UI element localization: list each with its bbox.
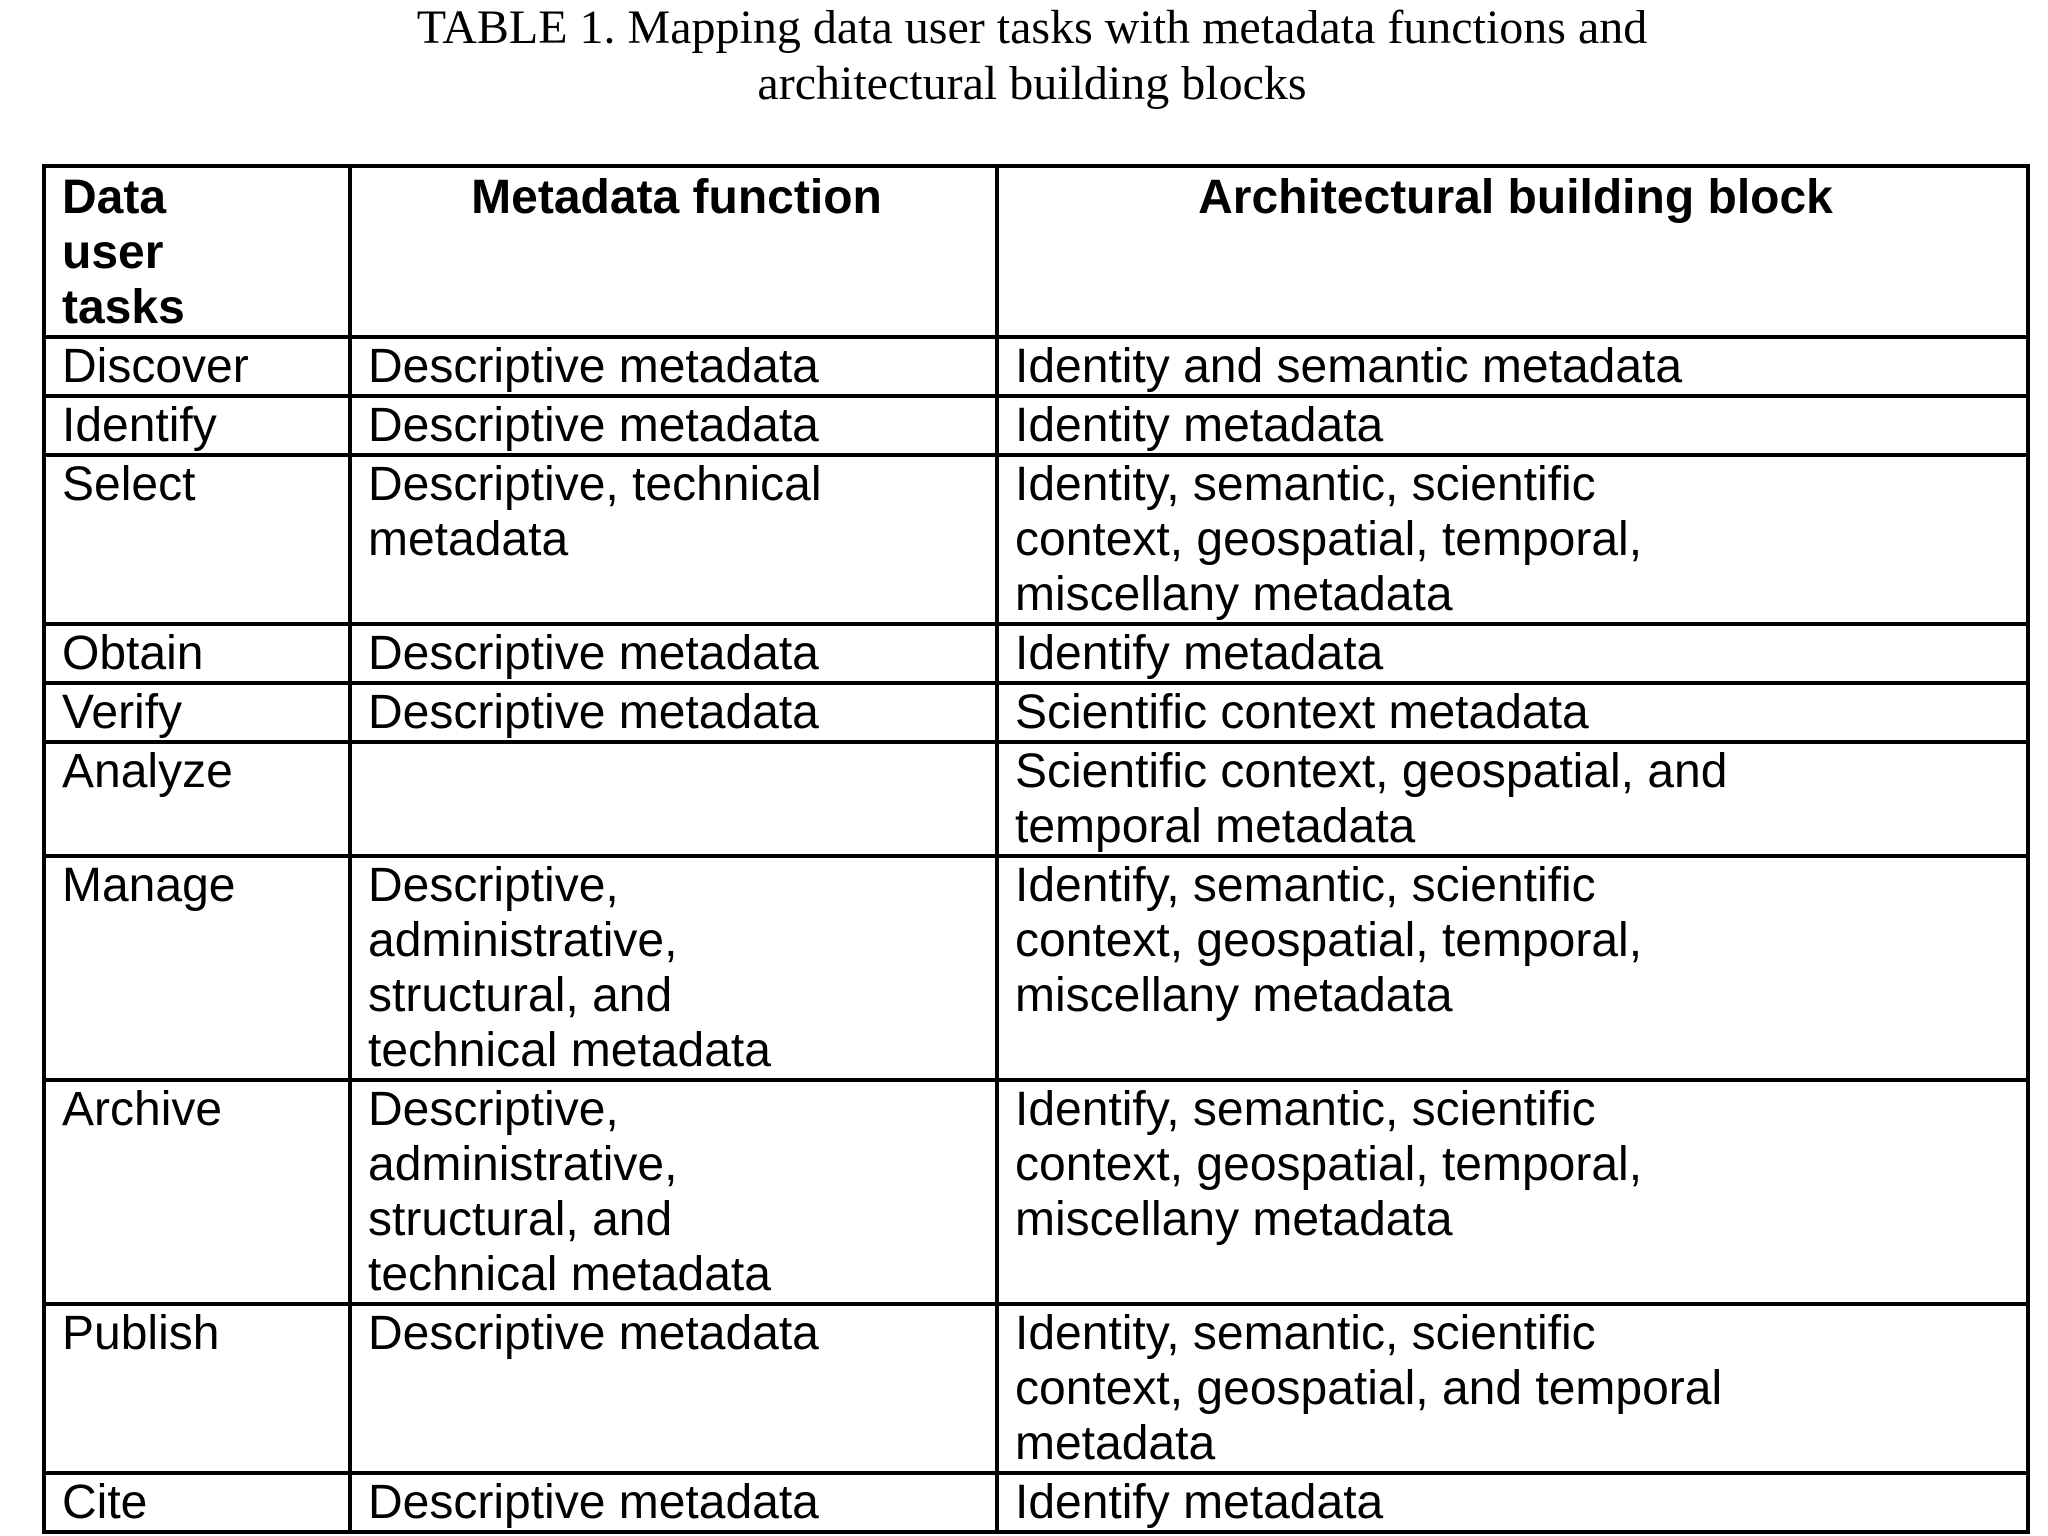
cell-task: Manage [44, 856, 350, 1080]
cell-task: Discover [44, 337, 350, 396]
cell-metadata-function: Descriptive, technical metadata [350, 455, 997, 624]
cell-metadata-function: Descriptive metadata [350, 1304, 997, 1473]
cell-building-block: Identify metadata [997, 624, 2028, 683]
table-header-row [44, 166, 2028, 337]
cell-metadata-function: Descriptive metadata [350, 624, 997, 683]
cell-building-block: Scientific context, geospatial, and temporal metadata [997, 742, 2028, 856]
cell-task: Analyze [44, 742, 350, 856]
cell-task: Cite [44, 1473, 350, 1532]
cell-building-block: Identity, semantic, scientific context, geospatial, temporal, miscellany metadata [997, 455, 2028, 624]
header-metadata-function: Metadata function [350, 166, 997, 337]
table-row [44, 1080, 2028, 1304]
caption-line-2: architectural building blocks [757, 57, 1307, 110]
cell-task: Obtain [44, 624, 350, 683]
table-row [44, 455, 2028, 624]
cell-metadata-function: Descriptive metadata [350, 683, 997, 742]
table-row [44, 624, 2028, 683]
cell-metadata-function: Descriptive metadata [350, 1473, 997, 1532]
table-row [44, 683, 2028, 742]
cell-metadata-function: Descriptive, administrative, structural, and technical metadata [350, 1080, 997, 1304]
table-row [44, 856, 2028, 1080]
header-architectural-building-block: Architectural building block [997, 166, 2028, 337]
table-row [44, 1304, 2028, 1473]
table-row [44, 337, 2028, 396]
cell-task: Archive [44, 1080, 350, 1304]
cell-task: Select [44, 455, 350, 624]
table-row [44, 1473, 2028, 1532]
cell-metadata-function: Descriptive, administrative, structural, and technical metadata [350, 856, 997, 1080]
table-row [44, 742, 2028, 856]
caption-line-1: TABLE 1. Mapping data user tasks with metadata functions and [416, 1, 1648, 54]
header-data-user-tasks: Data user tasks [44, 166, 350, 337]
cell-building-block: Identify metadata [997, 1473, 2028, 1532]
cell-building-block: Identify, semantic, scientific context, geospatial, temporal, miscellany metadata [997, 856, 2028, 1080]
cell-building-block: Identity metadata [997, 396, 2028, 455]
cell-building-block: Scientific context metadata [997, 683, 2028, 742]
cell-metadata-function: Descriptive metadata [350, 337, 997, 396]
cell-building-block: Identity, semantic, scientific context, geospatial, and temporal metadata [997, 1304, 2028, 1473]
cell-task: Verify [44, 683, 350, 742]
cell-metadata-function [350, 742, 997, 856]
cell-task: Identify [44, 396, 350, 455]
mapping-table [42, 164, 2030, 1534]
cell-building-block: Identity and semantic metadata [997, 337, 2028, 396]
table-row [44, 396, 2028, 455]
cell-building-block: Identify, semantic, scientific context, geospatial, temporal, miscellany metadata [997, 1080, 2028, 1304]
cell-task: Publish [44, 1304, 350, 1473]
table-caption [0, 0, 2048, 112]
cell-metadata-function: Descriptive metadata [350, 396, 997, 455]
